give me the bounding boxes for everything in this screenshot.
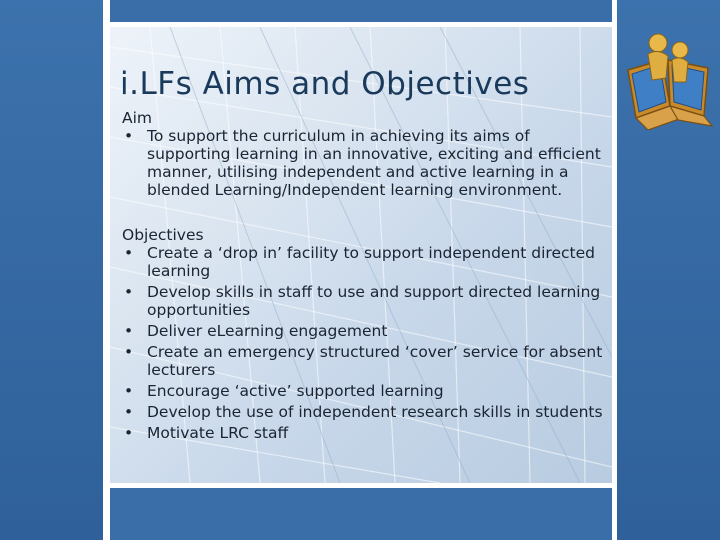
objectives-list bbox=[122, 244, 604, 442]
objective-text: Develop skills in staff to use and support directed learning opportunities bbox=[147, 283, 601, 319]
list-item bbox=[122, 283, 604, 319]
slide-content-panel bbox=[110, 27, 612, 483]
aim-list bbox=[122, 127, 604, 199]
frame-bottom-line bbox=[103, 483, 616, 488]
bullet-icon: • bbox=[124, 424, 134, 442]
list-item bbox=[122, 322, 604, 340]
bullet-icon: • bbox=[124, 382, 134, 400]
objective-text: Motivate LRC staff bbox=[147, 424, 289, 442]
top-banner bbox=[110, 0, 612, 22]
bullet-icon: • bbox=[124, 283, 134, 301]
bullet-icon: • bbox=[124, 244, 134, 262]
list-item bbox=[122, 343, 604, 379]
bullet-icon: • bbox=[124, 403, 134, 421]
bullet-icon: • bbox=[124, 343, 134, 361]
aim-heading: Aim bbox=[122, 109, 153, 127]
objective-text: Create a ‘drop in’ facility to support independent directed learning bbox=[147, 244, 595, 280]
bullet-icon: • bbox=[124, 127, 134, 145]
bottom-banner bbox=[110, 488, 612, 540]
left-background-band bbox=[0, 0, 103, 540]
list-item bbox=[122, 382, 604, 400]
list-item bbox=[122, 244, 604, 280]
objective-text: Encourage ‘active’ supported learning bbox=[147, 382, 444, 400]
aim-text: To support the curriculum in achieving its aims of supporting learning in an innovative, exciting and efficient manner, utilising independent and active learning in a blended Learning/Independent learning environment. bbox=[147, 127, 601, 199]
objective-text: Create an emergency structured ‘cover’ service for absent lecturers bbox=[147, 343, 603, 379]
frame-right-line bbox=[612, 0, 617, 540]
list-item bbox=[122, 127, 604, 199]
list-item bbox=[122, 403, 604, 421]
bullet-icon: • bbox=[124, 322, 134, 340]
list-item bbox=[122, 424, 604, 442]
slide-body bbox=[122, 109, 604, 445]
objective-text: Develop the use of independent research skills in students bbox=[147, 403, 603, 421]
objectives-heading: Objectives bbox=[122, 226, 204, 244]
people-with-laptops-icon bbox=[622, 30, 716, 130]
frame-left-line bbox=[103, 0, 110, 540]
objective-text: Deliver eLearning engagement bbox=[147, 322, 388, 340]
slide-title: i.LFs Aims and Objectives bbox=[120, 66, 530, 102]
